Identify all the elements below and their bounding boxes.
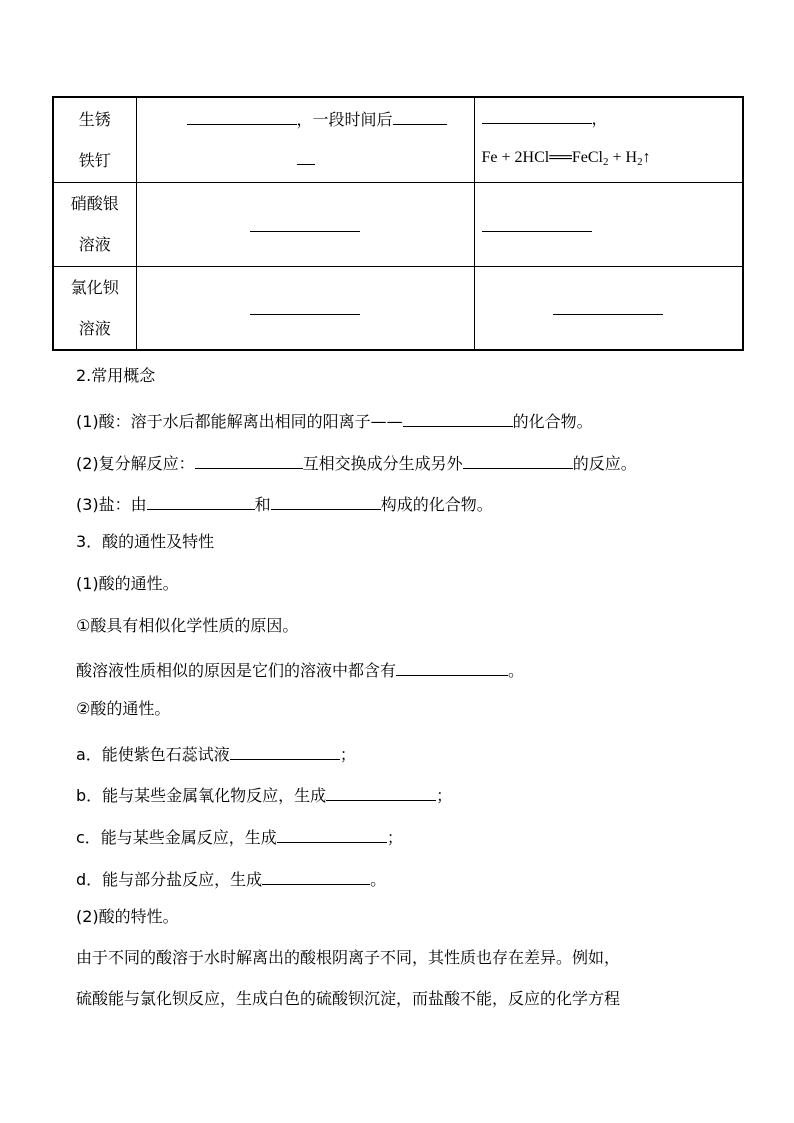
- answer-blank[interactable]: [297, 146, 315, 165]
- section-heading: 2.常用概念: [76, 366, 156, 385]
- phenomenon-cell: [136, 182, 474, 266]
- text-line: b．能与某些金属氧化物反应，生成 ；: [76, 782, 452, 806]
- answer-blank[interactable]: [147, 491, 255, 510]
- answer-blank[interactable]: [463, 450, 573, 469]
- text-line: 酸溶液性质相似的原因是它们的溶液中都含有 。: [76, 657, 524, 681]
- equation-cell: [474, 182, 743, 266]
- answer-blank[interactable]: [553, 296, 663, 315]
- text-line: d．能与部分盐反应，生成 。: [76, 866, 386, 890]
- answer-blank[interactable]: [482, 105, 592, 124]
- answer-blank[interactable]: [393, 106, 447, 125]
- text-line: c．能与某些金属反应，生成 ；: [76, 824, 403, 848]
- text-line: a．能使紫色石蕊试液 ；: [76, 741, 356, 765]
- table-row: [53, 266, 743, 350]
- subheading: (2)酸的特性。: [76, 907, 179, 926]
- chemical-equation: Fe + 2HCl══FeCl$_2$ + $H_2↑$: [481, 148, 651, 168]
- answer-blank[interactable]: [250, 296, 360, 315]
- text-line: ①酸具有相似化学性质的原因。: [76, 616, 299, 635]
- section-heading: 3．酸的通性及特性: [76, 532, 215, 551]
- reaction-table: [52, 96, 744, 351]
- phenomenon-cell: ，一段时间后: [136, 97, 474, 182]
- answer-blank[interactable]: [396, 657, 508, 676]
- answer-blank[interactable]: [277, 824, 387, 843]
- text-line: (2)复分解反应： 互相交换成分生成另外 的反应。: [76, 450, 637, 474]
- equation-cell: [474, 266, 743, 350]
- answer-blank[interactable]: [250, 213, 360, 232]
- table-row: [53, 97, 743, 182]
- text-line: ②酸的通性。: [76, 699, 171, 718]
- paragraph-line: 硫酸能与氯化钡反应，生成白色的硫酸钡沉淀，而盐酸不能，反应的化学方程: [76, 989, 621, 1008]
- answer-blank[interactable]: [326, 782, 436, 801]
- answer-blank[interactable]: [403, 408, 513, 427]
- answer-blank[interactable]: [195, 450, 303, 469]
- answer-blank[interactable]: [482, 213, 592, 232]
- text-line: (3)盐：由 和 构成的化合物。: [76, 491, 493, 515]
- answer-blank[interactable]: [187, 106, 297, 125]
- text-line: (1)酸：溶于水后都能解离出相同的阳离子—— 的化合物。: [76, 408, 593, 432]
- row-label: 硝酸银 溶液: [53, 182, 136, 266]
- subheading: (1)酸的通性。: [76, 574, 179, 593]
- row-label: 生锈 铁钉: [53, 97, 136, 182]
- answer-blank[interactable]: [262, 866, 370, 885]
- answer-blank[interactable]: [230, 741, 340, 760]
- equation-cell: ， Fe + 2HCl══FeCl$_2$ + $H_2↑$: [474, 97, 743, 182]
- table-row: [53, 182, 743, 266]
- paragraph-line: 由于不同的酸溶于水时解离出的酸根阴离子不同，其性质也存在差异。例如，: [76, 948, 621, 967]
- answer-blank[interactable]: [271, 491, 381, 510]
- phenomenon-cell: [136, 266, 474, 350]
- row-label: 氯化钡 溶液: [53, 266, 136, 350]
